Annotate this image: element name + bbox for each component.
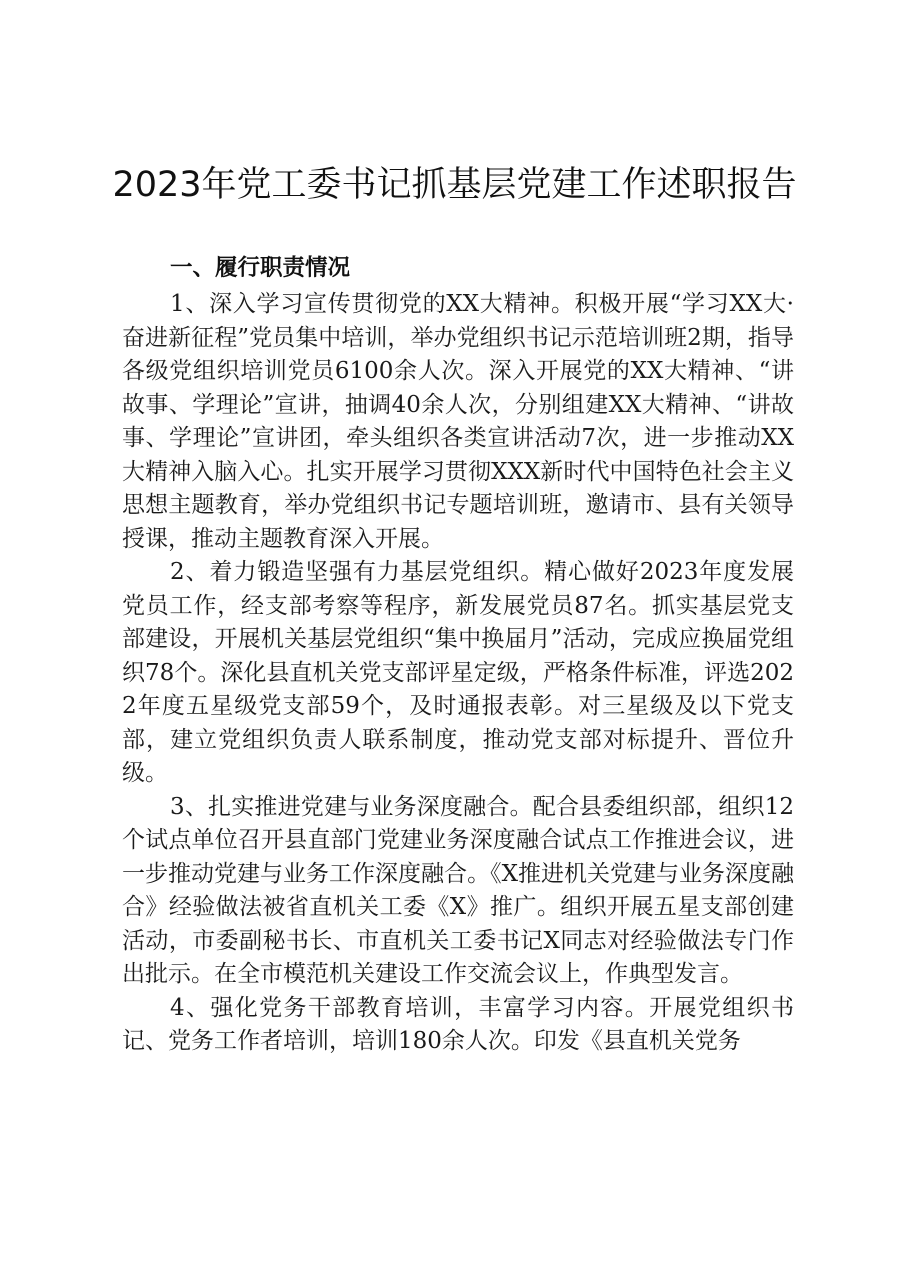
section-heading: 一、履行职责情况 xyxy=(170,255,351,281)
paragraph-3: 3、扎实推进党建与业务深度融合。配合县委组织部，组织12个试点单位召开县直部门党建业务深度融合试点工作推进会议，进一步推动党建与业务工作深度融合。《X推进机关党建与业务深度融合》经验做法被省直机关工委《X》推广。组织开展五星支部创建活动，市委副秘书长、市直机关工委书记X同志对经验做法专门作出批示。在全市模范机关建设工作交流会议上，作典型发言。 xyxy=(122,793,794,987)
document-title: 2023年党工委书记抓基层党建工作述职报告 xyxy=(112,165,797,205)
paragraph-1: 1、深入学习宣传贯彻党的XX大精神。积极开展“学习XX大·奋进新征程”党员集中培训，举办党组织书记示范培训班2期，指导各级党组织培训党员6100余人次。深入开展党的XX大精神、“讲故事、学理论”宣讲，抽调40余人次，分别组建XX大精神、“讲故事、学理论”宣讲团，牵头组织各类宣讲活动7次，进一步推动XX大精神入脑入心。扎实开展学习贯彻XXX新时代中国特色社会主义思想主题教育，举办党组织书记专题培训班，邀请市、县有关领导授课，推动主题教育深入开展。 xyxy=(122,291,794,552)
document-body xyxy=(122,256,794,1059)
paragraph-2: 2、着力锻造坚强有力基层党组织。精心做好2023年度发展党员工作，经支部考察等程序，新发展党员87名。抓实基层党支部建设，开展机关基层党组织“集中换届月”活动，完成应换届党组织78个。深化县直机关党支部评星定级，严格条件标准，评选2022年度五星级党支部59个，及时通报表彰。对三星级及以下党支部，建立党组织负责人联系制度，推动党支部对标提升、晋位升级。 xyxy=(122,559,794,786)
paragraph-4: 4、强化党务干部教育培训，丰富学习内容。开展党组织书记、党务工作者培训，培训180余人次。印发《县直机关党务 xyxy=(122,994,794,1054)
